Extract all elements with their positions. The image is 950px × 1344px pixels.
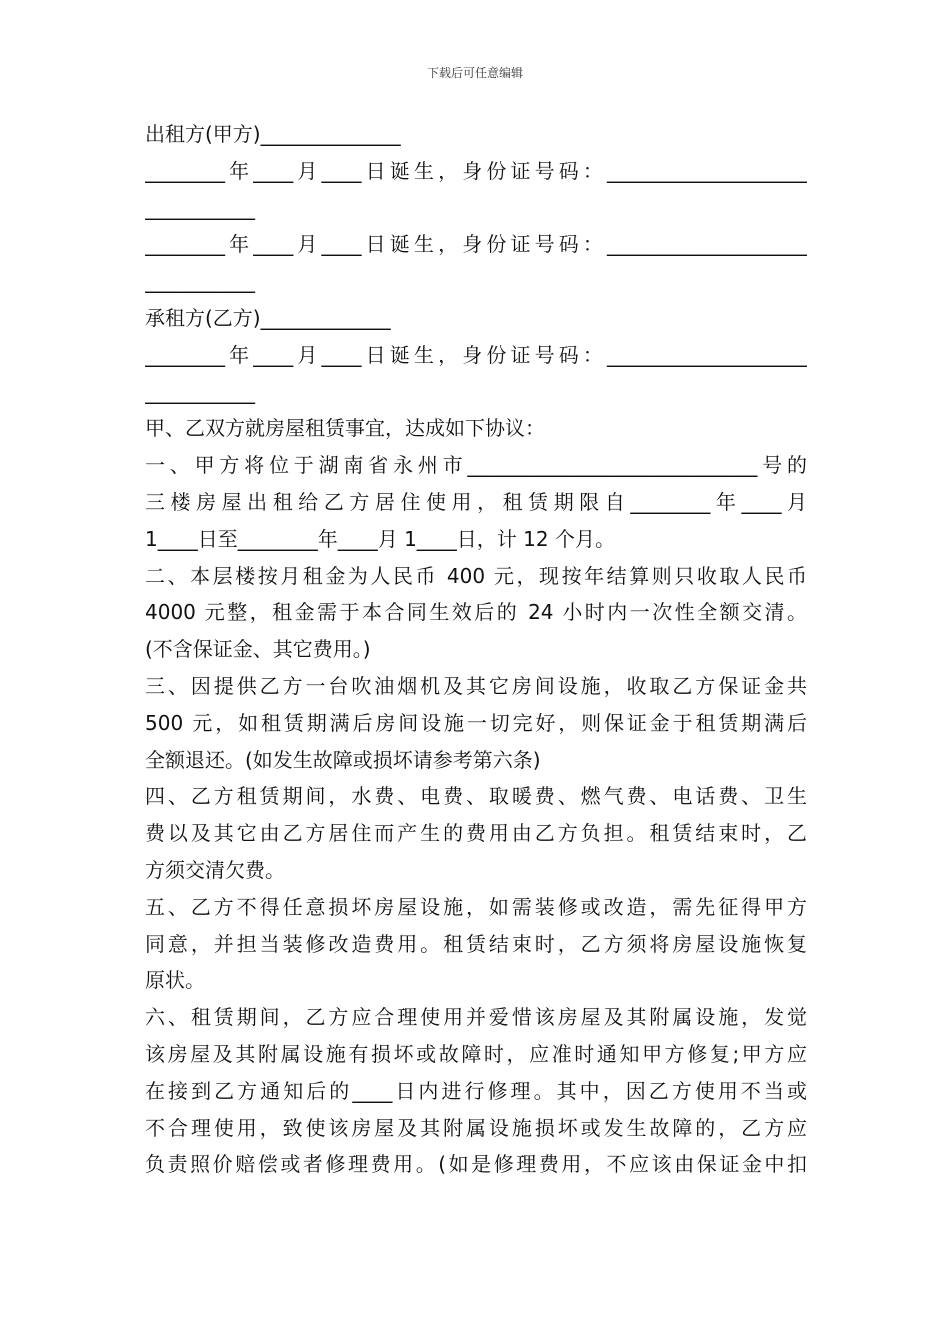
clause-6-line-5: 负责照价赔偿或者修理费用。(如是修理费用，不应该由保证金中扣 <box>145 1152 807 1177</box>
lessor-birth-id-line-1: ________年____月____日诞生，身份证号码：____________________ <box>145 158 807 183</box>
clause-2-line-3: (不含保证金、其它费用。) <box>145 637 371 662</box>
clause-3-line-3: 全额退还。(如发生故障或损坏请参考第六条) <box>145 747 541 772</box>
clause-2-line-2: 4000 元整，租金需于本合同生效后的 24 小时内一次性全额交清。 <box>145 600 807 625</box>
clause-3-line-2: 500 元，如租赁期满后房间设施一切完好，则保证金于租赁期满后 <box>145 710 807 735</box>
clause-6-line-1: 六、租赁期间，乙方应合理使用并爱惜该房屋及其附属设施，发觉 <box>145 1005 807 1030</box>
clause-1-line-1: 一、甲方将位于湖南省永州市_____________________________号的 <box>145 453 807 478</box>
document-body <box>145 116 807 1183</box>
clause-2-line-1: 二、本层楼按月租金为人民币 400 元，现按年结算则只收取人民币 <box>145 563 807 588</box>
clause-5-line-2: 同意，并担当装修改造费用。租赁结束时，乙方须将房屋设施恢复 <box>145 931 807 956</box>
lessee-line: 承租方(乙方)_____________ <box>145 305 391 330</box>
lessor-birth-id-line-2: ________年____月____日诞生，身份证号码：____________________ <box>145 232 807 257</box>
clause-4-line-1: 四、乙方租赁期间，水费、电费、取暖费、燃气费、电话费、卫生 <box>145 784 807 809</box>
clause-6-line-3: 在接到乙方通知后的____日内进行修理。其中，因乙方使用不当或 <box>145 1078 807 1103</box>
clause-1-line-3: 1____日至________年____月 1____日，计 12 个月。 <box>145 526 615 551</box>
clause-3-line-1: 三、因提供乙方一台吹油烟机及其它房间设施，收取乙方保证金共 <box>145 673 807 698</box>
clause-5-line-3: 原状。 <box>145 968 205 993</box>
clause-5-line-1: 五、乙方不得任意损坏房屋设施，如需装修或改造，需先征得甲方 <box>145 894 807 919</box>
agreement-intro: 甲、乙双方就房屋租赁事宜，达成如下协议： <box>145 416 545 441</box>
lessor-id-continuation-2: ___________ <box>145 269 255 294</box>
lessor-id-continuation-1: ___________ <box>145 195 255 220</box>
clause-4-line-3: 方须交清欠费。 <box>145 857 285 882</box>
clause-1-line-2: 三楼房屋出租给乙方居住使用，租赁期限自________年____月 <box>145 489 807 514</box>
lessee-id-continuation: ___________ <box>145 379 255 404</box>
clause-6-line-2: 该房屋及其附属设施有损坏或故障时，应准时通知甲方修复;甲方应 <box>145 1041 807 1066</box>
lessee-birth-id-line: ________年____月____日诞生，身份证号码：____________________ <box>145 342 807 367</box>
clause-4-line-2: 费以及其它由乙方居住而产生的费用由乙方负担。租赁结束时，乙 <box>145 821 807 846</box>
lessor-line: 出租方(甲方)______________ <box>145 122 401 146</box>
clause-6-line-4: 不合理使用，致使该房屋及其附属设施损坏或发生故障的，乙方应 <box>145 1115 807 1140</box>
page-header: 下载后可任意编辑 <box>426 66 523 80</box>
